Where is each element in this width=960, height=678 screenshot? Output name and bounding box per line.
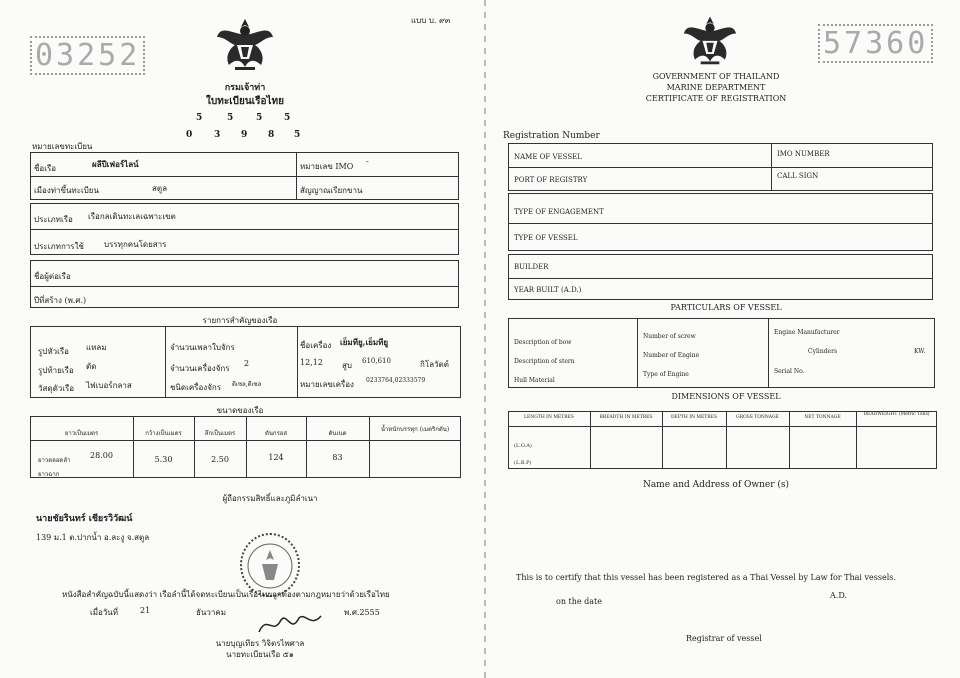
gross-value: 124 bbox=[268, 453, 284, 462]
loa-label: (L.O.A) bbox=[514, 443, 532, 449]
garuda-emblem-icon bbox=[682, 12, 738, 68]
date-month: ธันวาคม bbox=[196, 608, 226, 617]
dept-title: MARINE DEPARTMENT bbox=[666, 83, 766, 92]
manufacturer-label: Engine Manufacturer bbox=[774, 329, 840, 336]
port-value: สตูล bbox=[152, 184, 167, 193]
dim-header: GROSS TONNAGE bbox=[736, 415, 779, 420]
gov-title: GOVERNMENT OF THAILAND bbox=[652, 72, 780, 81]
signer-title: นายทะเบียนเรือ ๕๑ bbox=[226, 650, 294, 659]
owner-address: 139 ม.1 ต.ปากน้ำ อ.ละงู จ.สตูล bbox=[36, 533, 150, 542]
owner-name: นายชัยรินทร์ เชียรวิวัฒน์ bbox=[36, 514, 133, 524]
owner-title: ผู้ถือกรรมสิทธิ์และภูมิลำเนา bbox=[222, 494, 318, 503]
stern-label: Description of stern bbox=[514, 358, 575, 365]
builder-label: ชื่อผู้ต่อเรือ bbox=[34, 272, 71, 281]
imo-value: - bbox=[366, 157, 369, 166]
serial-label: Serial No. bbox=[774, 368, 805, 375]
date-year: พ.ศ.2555 bbox=[344, 608, 380, 617]
dim-header: BREADTH IN METRES bbox=[599, 415, 653, 420]
certify-text: หนังสือสำคัญฉบับนี้แสดงว่า เรือลำนี้ได้จดทะเบียนเป็นเรือไทยถูกต้องตามกฎหมายว่าด้วยเรือไทย bbox=[62, 590, 390, 599]
vessel-name-label: NAME OF VESSEL bbox=[514, 153, 582, 161]
power-value: 610,610 bbox=[362, 357, 391, 365]
english-certificate-page bbox=[486, 0, 960, 678]
reg-digit: 5 bbox=[256, 113, 263, 123]
dimensions-title: DIMENSIONS OF VESSEL bbox=[671, 392, 781, 401]
year-label: ปีที่สร้าง (พ.ศ.) bbox=[34, 296, 87, 305]
imo-label: IMO NUMBER bbox=[777, 150, 830, 158]
builder-label: BUILDER bbox=[514, 263, 549, 271]
particulars-title: รายการสำคัญของเรือ bbox=[202, 316, 278, 325]
reg-number-label: Registration Number bbox=[503, 131, 600, 141]
dept-name: กรมเจ้าท่า bbox=[224, 83, 266, 93]
form-code: แบบ บ. ๙๓ bbox=[411, 16, 451, 25]
builder-box bbox=[30, 260, 459, 308]
stern-label: รูปท้ายเรือ bbox=[38, 366, 74, 375]
lbp-label: ยาวฉาก bbox=[38, 471, 60, 478]
dim-header: DEPTH IN METRES bbox=[670, 415, 718, 420]
power-unit: กิโลวัตต์ bbox=[420, 360, 449, 369]
cylinders-unit: สูบ bbox=[342, 361, 352, 370]
certify-text: This is to certify that this vessel has been registered as a Thai Vessel by Law for Thai vessels. bbox=[516, 573, 896, 582]
engine-count-label: จำนวนเครื่องจักร bbox=[170, 364, 230, 373]
particulars-title: PARTICULARS OF VESSEL bbox=[670, 303, 782, 312]
port-label: เมืองท่าขึ้นทะเบียน bbox=[34, 186, 99, 195]
dim-header: ตันเนต bbox=[328, 430, 347, 437]
signature-scribble bbox=[255, 610, 325, 640]
dimensions-title: ขนาดของเรือ bbox=[216, 406, 264, 415]
reg-digit: 5 bbox=[227, 113, 234, 123]
reg-digit: 9 bbox=[241, 130, 248, 140]
cert-title: ใบทะเบียนเรือไทย bbox=[206, 96, 284, 107]
kw-label: KW. bbox=[914, 348, 926, 355]
loa-label: ยาวตลอดลำ bbox=[38, 457, 71, 464]
dim-header: กว้างเป็นเมตร bbox=[145, 430, 182, 437]
depth-value: 2.50 bbox=[211, 455, 229, 464]
use-label: ประเภทการใช้ bbox=[34, 242, 84, 251]
stamp-number: 57360 bbox=[818, 26, 933, 61]
hull-value: ไฟเบอร์กลาส bbox=[86, 381, 132, 390]
hull-label: วัสดุตัวเรือ bbox=[38, 384, 75, 393]
signer-name: นายบุญเทียร วิจิตรไพศาล bbox=[215, 639, 305, 648]
particulars-box bbox=[508, 318, 935, 388]
dim-header: DEADWEIGHT (Metric Tons) bbox=[863, 412, 930, 417]
ad-label: A.D. bbox=[830, 591, 847, 600]
vessel-name-label: ชื่อเรือ bbox=[34, 164, 57, 173]
port-label: PORT OF REGISTRY bbox=[514, 176, 588, 184]
net-value: 83 bbox=[332, 453, 343, 462]
registrar-label: Registrar of vessel bbox=[686, 634, 762, 643]
date-label: เมื่อวันที่ bbox=[90, 608, 119, 617]
dim-header: ยาวเป็นเมตร bbox=[64, 430, 99, 437]
garuda-emblem-icon bbox=[215, 15, 275, 73]
reg-digit: 5 bbox=[284, 113, 291, 123]
lbp-label: (L.B.P) bbox=[514, 460, 532, 466]
use-value: บรรทุกคนโดยสาร bbox=[104, 240, 167, 249]
vessel-name-value: ผลีปีเฟอร์ไลน์ bbox=[92, 159, 139, 169]
reg-digit: 0 bbox=[186, 130, 193, 140]
stern-value: ตัด bbox=[86, 362, 97, 371]
dim-header: น้ำหนักบรรทุก (เมตริกตัน) bbox=[380, 426, 450, 433]
dim-header: ลึกเป็นเมตร bbox=[204, 430, 236, 437]
seal-emblem-icon bbox=[244, 540, 296, 592]
call-sign-label: สัญญาณเรียกขาน bbox=[300, 186, 363, 195]
reg-digit: 5 bbox=[294, 130, 301, 140]
cert-title: CERTIFICATE OF REGISTRATION bbox=[645, 94, 787, 103]
type-label: TYPE OF VESSEL bbox=[514, 234, 578, 242]
owner-label: Name and Address of Owner (s) bbox=[642, 480, 790, 490]
dim-header: LENGTH IN METRES bbox=[524, 415, 574, 420]
reg-digit: 8 bbox=[268, 130, 275, 140]
imo-label: หมายเลข IMO bbox=[300, 162, 354, 171]
cylinders-label: Cylinders bbox=[808, 348, 838, 355]
hull-label: Hull Material bbox=[514, 377, 555, 384]
engine-type-label: Type of Engine bbox=[643, 371, 689, 378]
dim-header: NET TONNAGE bbox=[804, 415, 841, 420]
call-sign-label: CALL SIGN bbox=[777, 172, 819, 180]
engine-make-label: ชื่อเครื่อง bbox=[300, 341, 332, 350]
serial-label: หมายเลขเครื่อง bbox=[300, 380, 354, 389]
cylinders-value: 12,12 bbox=[300, 358, 323, 367]
type-label: ประเภทเรือ bbox=[34, 215, 73, 224]
reg-digit: 5 bbox=[196, 113, 203, 123]
engine-type-value: ดีเซล,ดีเซล bbox=[232, 381, 262, 388]
vessel-type-box bbox=[508, 193, 933, 251]
engine-count-value: 2 bbox=[244, 359, 250, 368]
date-label: on the date bbox=[556, 597, 602, 606]
stamp-number: 03252 bbox=[30, 38, 145, 73]
screw-label: จำนวนเพลาใบจักร bbox=[170, 343, 235, 352]
engagement-label: TYPE OF ENGAGEMENT bbox=[514, 208, 604, 216]
engines-label: Number of Engine bbox=[643, 352, 700, 359]
date-day: 21 bbox=[140, 606, 151, 615]
bow-label: รูปหัวเรือ bbox=[38, 347, 69, 356]
reg-digit: 3 bbox=[214, 130, 221, 140]
type-value: เรือกลเดินทะเลเฉพาะเขต bbox=[88, 212, 176, 221]
engine-make-value: เย็มทียู,เย็มทียู bbox=[340, 337, 389, 347]
bow-label: Description of bow bbox=[514, 339, 572, 346]
reg-number-label: หมายเลขทะเบียน bbox=[32, 142, 93, 151]
dim-header: ตันกรอส bbox=[264, 430, 288, 437]
bow-value: แหลม bbox=[86, 343, 107, 352]
screw-label: Number of screw bbox=[643, 333, 696, 340]
engine-type-label: ชนิดเครื่องจักร bbox=[170, 383, 222, 392]
serial-value: 0233764,02333579 bbox=[366, 377, 426, 384]
year-label: YEAR BUILT (A.D.) bbox=[514, 286, 582, 294]
breadth-value: 5.30 bbox=[154, 455, 173, 464]
loa-value: 28.00 bbox=[90, 451, 113, 460]
